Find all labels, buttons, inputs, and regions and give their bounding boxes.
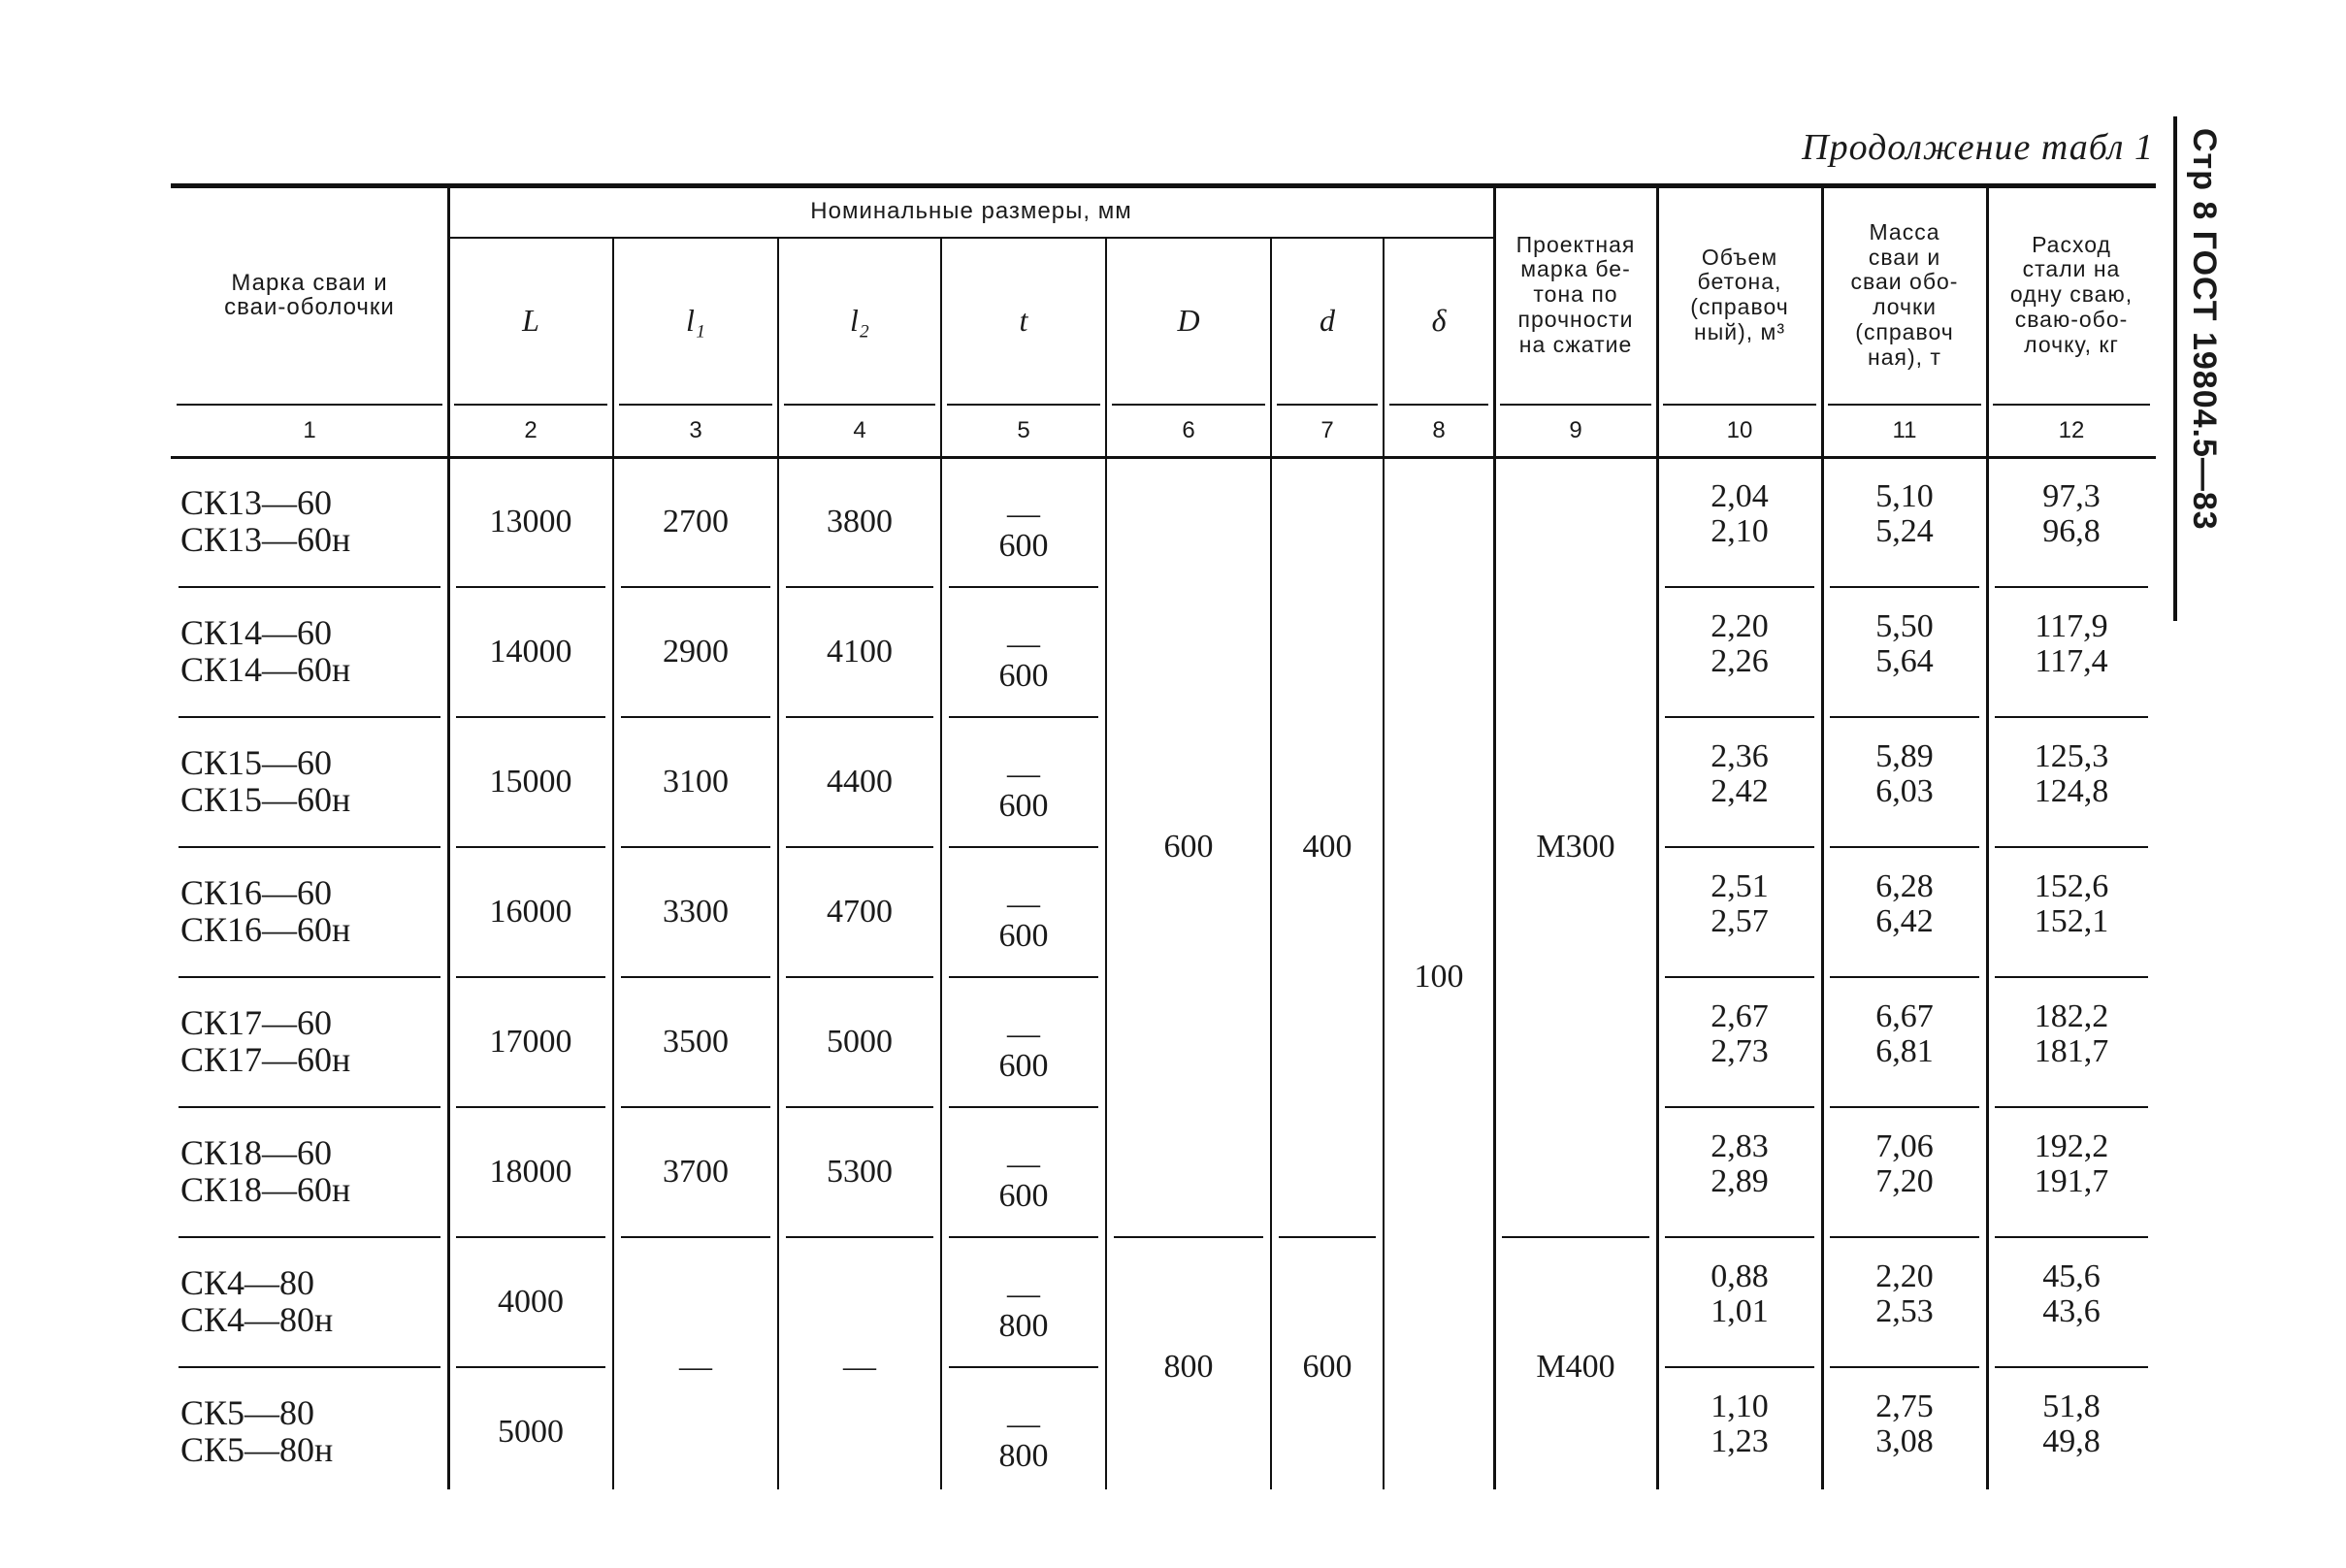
wall-t-value: 600 bbox=[998, 788, 1049, 825]
length-l1: 3500 bbox=[663, 1024, 729, 1061]
wall-t-value: 800 bbox=[998, 1438, 1049, 1475]
header-l2: l₂ bbox=[849, 303, 869, 339]
pile-mass: 5,50 5,64 bbox=[1875, 608, 1934, 679]
continuation-caption: Продолжение табл 1 bbox=[1802, 127, 2154, 168]
steel-consumption: 45,6 43,6 bbox=[2042, 1258, 2101, 1329]
length-L: 4000 bbox=[498, 1284, 564, 1321]
row-rule bbox=[1665, 716, 1814, 718]
header-D: D bbox=[1177, 303, 1200, 339]
row-rule bbox=[1665, 846, 1814, 848]
row-rule bbox=[1995, 846, 2148, 848]
pile-mass: 5,10 5,24 bbox=[1875, 478, 1934, 549]
header-l1: l₁ bbox=[685, 303, 705, 339]
header-nominal-sizes: Номинальные размеры, мм bbox=[810, 198, 1132, 225]
length-l2-800-series: — bbox=[843, 1349, 876, 1386]
length-l2: 4400 bbox=[827, 764, 893, 800]
row-rule bbox=[1830, 1366, 1979, 1368]
wall-t bbox=[941, 1276, 1106, 1348]
row-rule bbox=[1665, 586, 1814, 588]
wall-t bbox=[941, 1406, 1106, 1478]
row-rule bbox=[1995, 1236, 2148, 1238]
steel-consumption: 152,6 152,1 bbox=[2034, 868, 2109, 939]
column-number: 10 bbox=[1726, 417, 1753, 444]
header-delta: δ bbox=[1431, 303, 1447, 339]
steel-consumption: 182,2 181,7 bbox=[2034, 998, 2109, 1069]
pile-mark: СК4—80 СК4—80н bbox=[180, 1263, 334, 1339]
inner-diameter-600-series: 400 bbox=[1302, 829, 1352, 866]
wall-t-dash: — bbox=[1007, 1405, 1040, 1442]
steel-consumption: 117,9 117,4 bbox=[2035, 608, 2108, 679]
header-t: t bbox=[1019, 303, 1028, 339]
pile-mass: 6,28 6,42 bbox=[1875, 868, 1934, 939]
wall-t-value: 600 bbox=[998, 918, 1049, 955]
row-rule bbox=[1830, 1106, 1979, 1108]
row-rule bbox=[1830, 846, 1979, 848]
wall-t-value: 600 bbox=[998, 1048, 1049, 1085]
length-L: 17000 bbox=[489, 1024, 572, 1061]
length-L: 16000 bbox=[489, 894, 572, 931]
row-rule bbox=[1665, 1106, 1814, 1108]
steel-consumption: 125,3 124,8 bbox=[2034, 738, 2109, 809]
row-rule bbox=[1665, 1366, 1814, 1368]
column-number: 3 bbox=[689, 417, 702, 444]
column-number: 1 bbox=[303, 417, 316, 444]
wall-t bbox=[941, 1146, 1106, 1218]
concrete-volume: 0,88 1,01 bbox=[1711, 1258, 1769, 1329]
row-rule bbox=[1830, 586, 1979, 588]
pile-mass: 2,20 2,53 bbox=[1875, 1258, 1934, 1329]
length-L: 18000 bbox=[489, 1154, 572, 1191]
concrete-grade-800-series: М400 bbox=[1536, 1349, 1615, 1386]
length-L: 13000 bbox=[489, 504, 572, 540]
pile-mass: 2,75 3,08 bbox=[1875, 1388, 1934, 1459]
wall-t-dash: — bbox=[1007, 1145, 1040, 1182]
pile-mark: СК14—60 СК14—60н bbox=[180, 613, 351, 689]
row-rule bbox=[1665, 976, 1814, 978]
data-table bbox=[171, 180, 2156, 1499]
column-number: 9 bbox=[1569, 417, 1582, 444]
row-rule bbox=[1665, 1236, 1814, 1238]
length-l2: 5300 bbox=[827, 1154, 893, 1191]
concrete-volume: 2,83 2,89 bbox=[1711, 1128, 1769, 1199]
concrete-volume: 2,51 2,57 bbox=[1711, 868, 1769, 939]
length-l2: 4700 bbox=[827, 894, 893, 931]
length-l1-800-series: — bbox=[679, 1349, 712, 1386]
steel-consumption: 51,8 49,8 bbox=[2042, 1388, 2101, 1459]
column-number: 11 bbox=[1892, 417, 1917, 444]
column-number: 12 bbox=[2058, 417, 2085, 444]
wall-t-value: 600 bbox=[998, 1178, 1049, 1215]
row-rule bbox=[1995, 1366, 2148, 1368]
row-rule bbox=[949, 1366, 1098, 1368]
wall-t bbox=[941, 496, 1106, 568]
wall-t-value: 600 bbox=[998, 658, 1049, 695]
row-rule bbox=[1995, 716, 2148, 718]
header-steel: Расход стали на одну сваю, сваю-обо- лочку, кг bbox=[2009, 231, 2134, 357]
row-rule bbox=[949, 846, 1098, 848]
wall-t-value: 800 bbox=[998, 1308, 1049, 1345]
row-rule bbox=[1830, 976, 1979, 978]
concrete-volume: 1,10 1,23 bbox=[1711, 1388, 1769, 1459]
concrete-volume: 2,36 2,42 bbox=[1711, 738, 1769, 809]
length-l2: 4100 bbox=[827, 634, 893, 670]
column-number: 4 bbox=[853, 417, 866, 444]
length-l1: 3100 bbox=[663, 764, 729, 800]
row-rule bbox=[949, 586, 1098, 588]
wall-t-dash: — bbox=[1007, 625, 1040, 662]
inner-diameter-800-series: 600 bbox=[1302, 1349, 1352, 1386]
length-L: 5000 bbox=[498, 1414, 564, 1451]
row-rule bbox=[1830, 716, 1979, 718]
column-number: 2 bbox=[524, 417, 538, 444]
steel-consumption: 97,3 96,8 bbox=[2042, 478, 2101, 549]
pile-mark: СК13—60 СК13—60н bbox=[180, 483, 351, 559]
row-rule bbox=[949, 716, 1098, 718]
header-concrete-volume: Объем бетона, (справоч ный), м³ bbox=[1690, 244, 1789, 344]
wall-t bbox=[941, 756, 1106, 828]
length-L: 14000 bbox=[489, 634, 572, 670]
header-L: L bbox=[522, 303, 539, 339]
wall-t-dash: — bbox=[1007, 1275, 1040, 1312]
pile-mark: СК18—60 СК18—60н bbox=[180, 1133, 351, 1209]
row-rule bbox=[1995, 1106, 2148, 1108]
concrete-grade-600-series: М300 bbox=[1536, 829, 1615, 866]
wall-t-dash: — bbox=[1007, 755, 1040, 792]
pile-mark: СК17—60 СК17—60н bbox=[180, 1003, 351, 1079]
header-mass: Масса сваи и сваи обо- лочки (справоч ная), т bbox=[1850, 218, 1959, 370]
length-l2: 3800 bbox=[827, 504, 893, 540]
page-standard-label: Стр 8 ГОСТ 19804.5—83 bbox=[2186, 128, 2223, 531]
row-rule bbox=[949, 1106, 1098, 1108]
column-number: 7 bbox=[1320, 417, 1334, 444]
pile-mass: 6,67 6,81 bbox=[1875, 998, 1934, 1069]
column-number: 5 bbox=[1017, 417, 1030, 444]
concrete-volume: 2,04 2,10 bbox=[1711, 478, 1769, 549]
row-rule bbox=[1995, 976, 2148, 978]
length-l1: 2900 bbox=[663, 634, 729, 670]
concrete-volume: 2,20 2,26 bbox=[1711, 608, 1769, 679]
wall-t-dash: — bbox=[1007, 1015, 1040, 1052]
length-l1: 2700 bbox=[663, 504, 729, 540]
pile-mass: 5,89 6,03 bbox=[1875, 738, 1934, 809]
length-L: 15000 bbox=[489, 764, 572, 800]
length-l1: 3700 bbox=[663, 1154, 729, 1191]
row-rule bbox=[949, 976, 1098, 978]
row-rule bbox=[1995, 586, 2148, 588]
outer-diameter-600-series: 600 bbox=[1163, 829, 1214, 866]
column-number: 6 bbox=[1182, 417, 1195, 444]
row-rule bbox=[1830, 1236, 1979, 1238]
wall-t bbox=[941, 886, 1106, 958]
header-mark: Марка сваи и сваи-оболочки bbox=[224, 269, 395, 320]
wall-t bbox=[941, 1016, 1106, 1088]
header-d: d bbox=[1320, 303, 1335, 339]
concrete-volume: 2,67 2,73 bbox=[1711, 998, 1769, 1069]
pile-mark: СК16—60 СК16—60н bbox=[180, 873, 351, 949]
wall-t-dash: — bbox=[1007, 495, 1040, 532]
outer-diameter-800-series: 800 bbox=[1163, 1349, 1214, 1386]
steel-consumption: 192,2 191,7 bbox=[2034, 1128, 2109, 1199]
pile-mark: СК15—60 СК15—60н bbox=[180, 743, 351, 819]
row-rule bbox=[949, 1236, 1098, 1238]
wall-t bbox=[941, 626, 1106, 698]
pile-mark: СК5—80 СК5—80н bbox=[180, 1393, 334, 1469]
column-number: 8 bbox=[1432, 417, 1446, 444]
length-l1: 3300 bbox=[663, 894, 729, 931]
wall-t-value: 600 bbox=[998, 528, 1049, 565]
wall-delta: 100 bbox=[1414, 959, 1464, 996]
header-concrete-grade: Проектная марка бе- тона по прочности на сжатие bbox=[1515, 231, 1636, 357]
pile-mass: 7,06 7,20 bbox=[1875, 1128, 1934, 1199]
wall-t-dash: — bbox=[1007, 885, 1040, 922]
length-l2: 5000 bbox=[827, 1024, 893, 1061]
